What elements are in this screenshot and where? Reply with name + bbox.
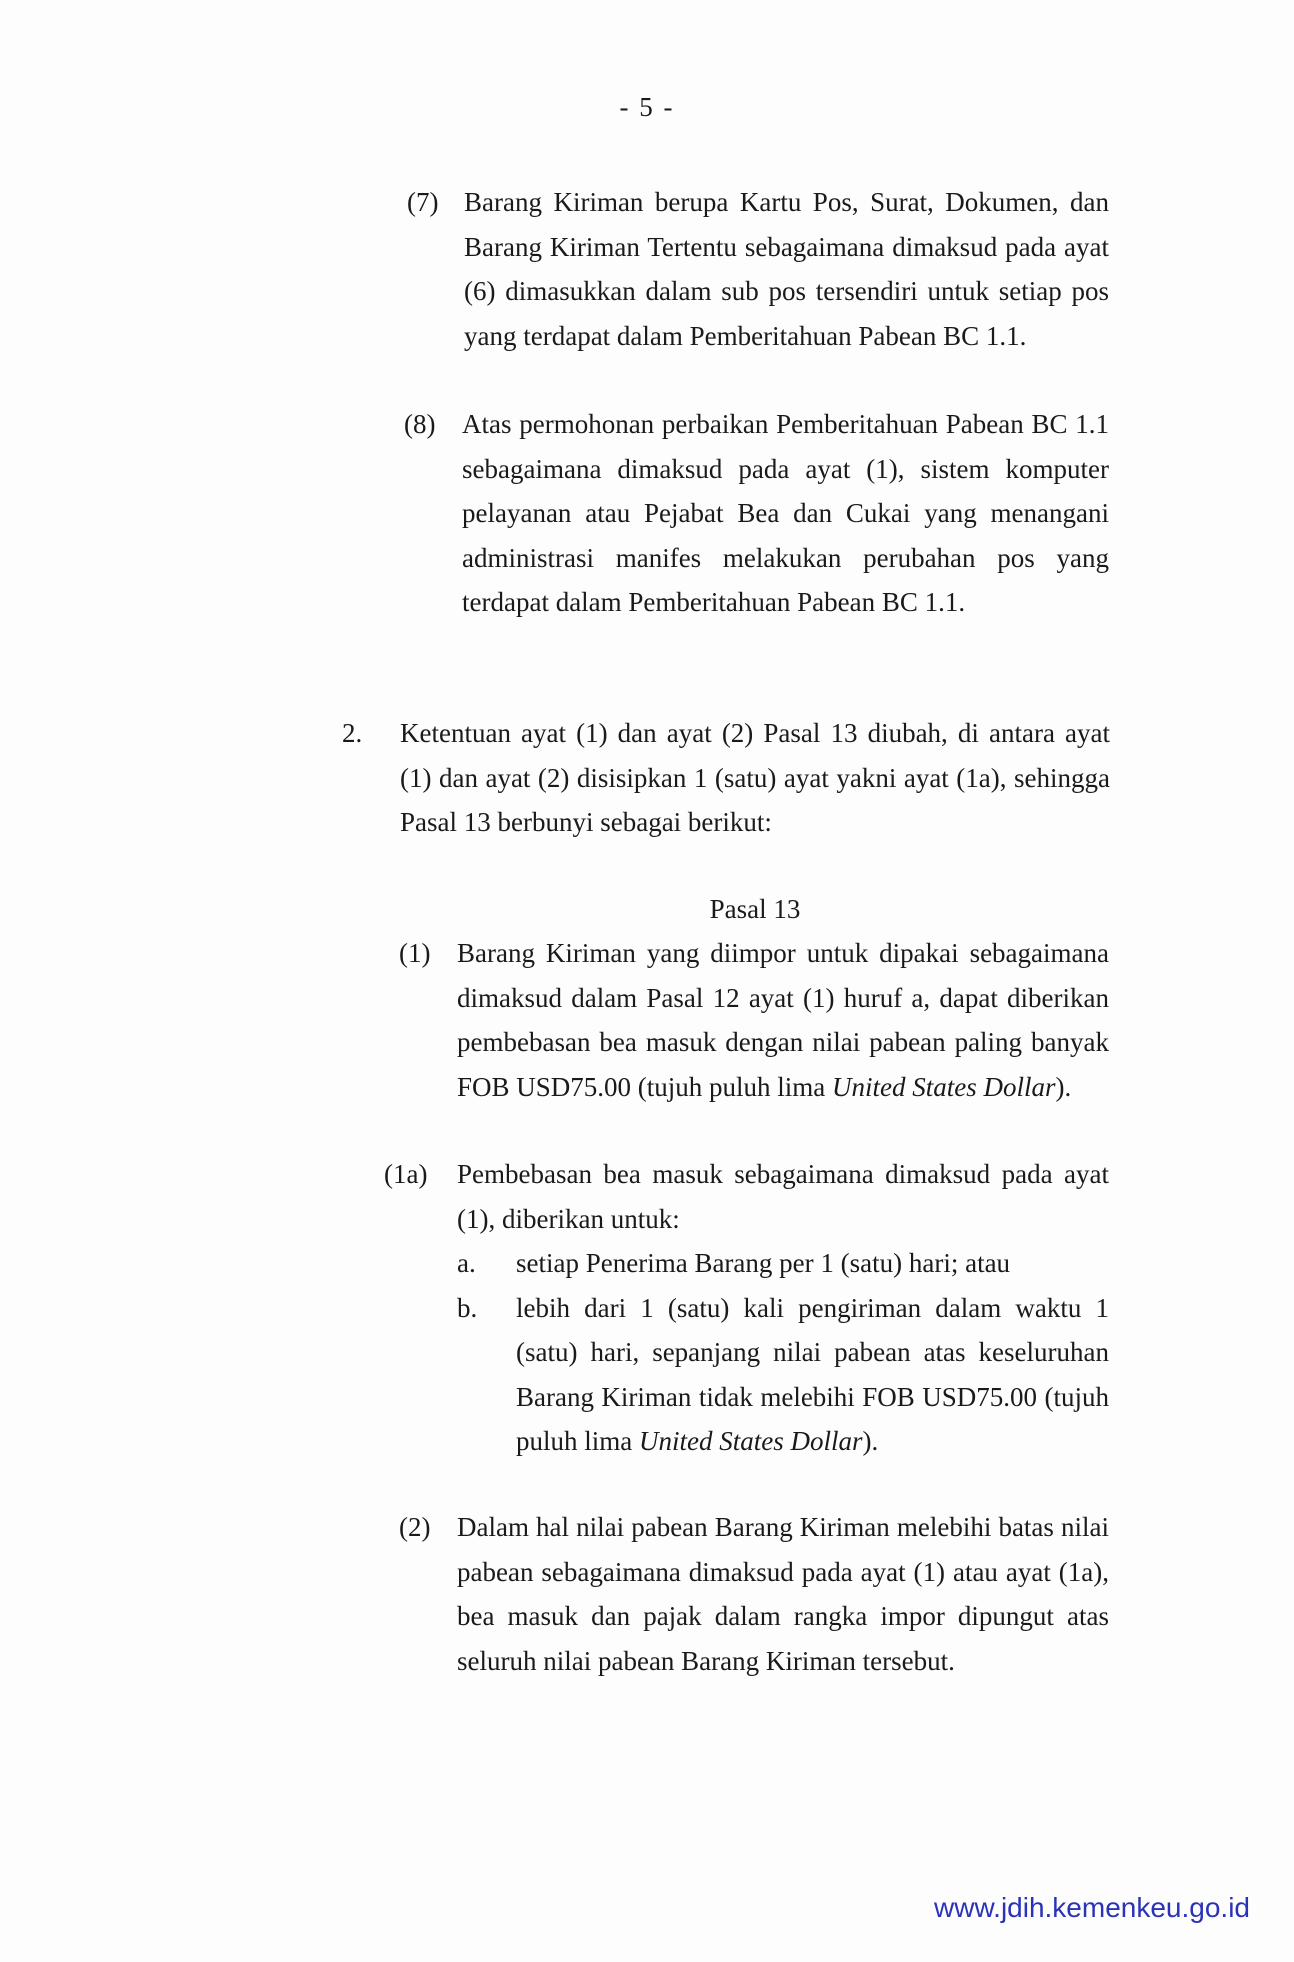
pasal-title: Pasal 13	[709, 894, 801, 924]
sub-item-b-text: lebih dari 1 (satu) kali pengiriman dalam waktu 1 (satu) hari, sepanjang nilai pabean atas keseluruhan Barang Kiriman tidak melebihi FOB USD75.00 (tujuh puluh lima United States Dollar).	[516, 1292, 1109, 1456]
sub-item-b-letter: b.	[457, 1292, 478, 1323]
point-2-number: 2.	[342, 718, 363, 748]
ayat-7-text: Barang Kiriman berupa Kartu Pos, Surat, Dokumen, dan Barang Kiriman Tertentu sebagaimana dimaksud pada ayat (6) dimasukkan dalam sub pos tersendiri untuk setiap pos yang terdapat dalam Pemberitahuan Pabean BC 1.1.	[464, 187, 1109, 351]
sub-item-a-letter: a.	[457, 1248, 476, 1278]
ayat-7-number: (7)	[407, 187, 439, 217]
point-2-text: Ketentuan ayat (1) dan ayat (2) Pasal 13 diubah, di antara ayat (1) dan ayat (2) disisipkan 1 (satu) ayat yakni ayat (1a), sehingga Pasal 13 berbunyi sebagai berikut:	[400, 718, 1110, 837]
pasal-ayat-1	[399, 931, 1109, 1109]
pasal-ayat-1a	[384, 1152, 1109, 1464]
ayat-7	[407, 180, 1109, 358]
pasal-ayat-1-number: (1)	[399, 938, 431, 968]
page-number: - 5 -	[619, 92, 675, 122]
pasal-ayat-1a-text: Pembebasan bea masuk sebagaimana dimaksud pada ayat (1), diberikan untuk:	[457, 1159, 1109, 1234]
pasal-ayat-2	[399, 1505, 1109, 1683]
sub-item-a	[457, 1241, 1109, 1286]
ayat-8-text: Atas permohonan perbaikan Pemberitahuan Pabean BC 1.1 sebagaimana dimaksud pada ayat (1), sistem komputer pelayanan atau Pejabat Bea dan Cukai yang menangani administrasi manifes melakukan perubahan pos yang terdapat dalam Pemberitahuan Pabean BC 1.1.	[462, 409, 1109, 617]
footer-url-link[interactable]: www.jdih.kemenkeu.go.id	[934, 1892, 1250, 1923]
ayat-8	[404, 402, 1109, 625]
pasal-ayat-1-italic: United States Dollar	[832, 1071, 1056, 1102]
pasal-ayat-2-text: Dalam hal nilai pabean Barang Kiriman melebihi batas nilai pabean sebagaimana dimaksud pada ayat (1) atau ayat (1a), bea masuk dan pajak dalam rangka impor dipungut atas seluruh nilai pabean Barang Kiriman tersebut.	[457, 1512, 1109, 1676]
sub-item-a-text: setiap Penerima Barang per 1 (satu) hari; atau	[516, 1248, 1011, 1278]
ayat-8-number: (8)	[404, 409, 436, 439]
sub-item-b	[457, 1286, 1109, 1464]
sub-item-b-italic: United States Dollar	[639, 1426, 863, 1456]
pasal-ayat-1-text: Barang Kiriman yang diimpor untuk dipakai sebagaimana dimaksud dalam Pasal 12 ayat (1) huruf a, dapat diberikan pembebasan bea masuk dengan nilai pabean paling banyak FOB USD75.00 (tujuh puluh lima United States Dollar).	[457, 938, 1109, 1102]
pasal-ayat-2-number: (2)	[399, 1512, 431, 1542]
pasal-ayat-1a-number: (1a)	[384, 1159, 428, 1189]
point-2	[342, 711, 1110, 845]
